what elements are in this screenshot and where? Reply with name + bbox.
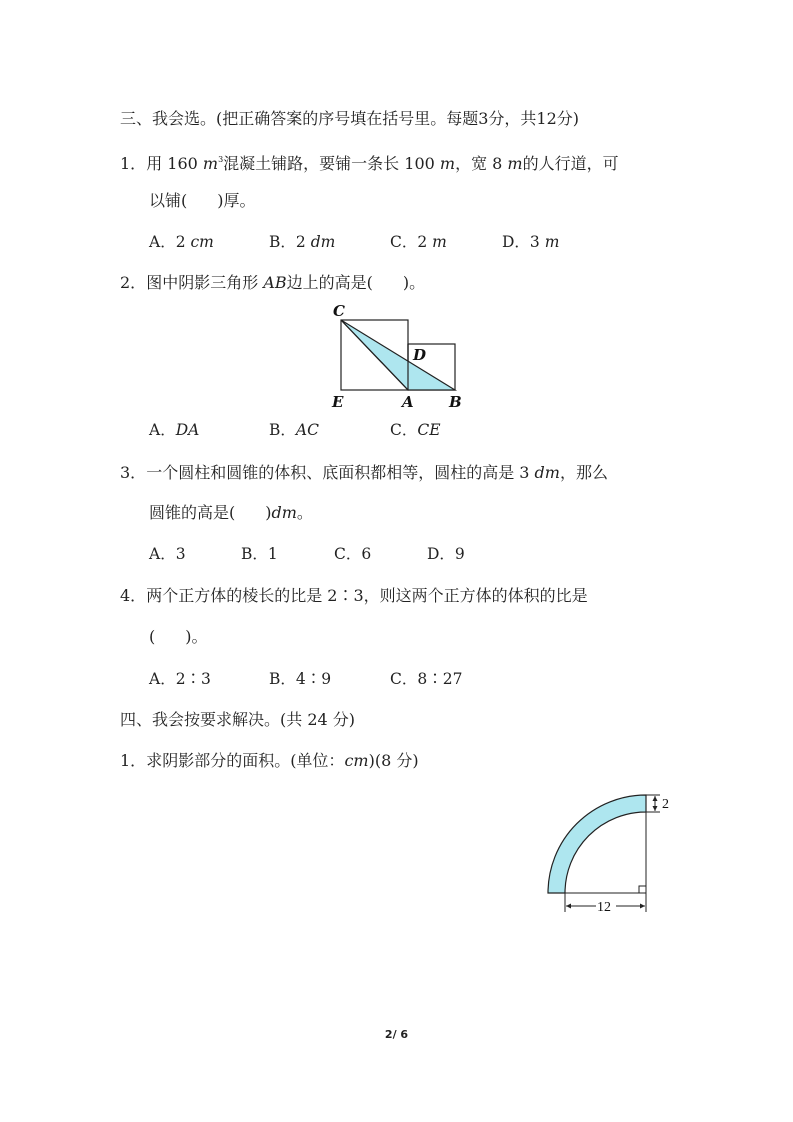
question-number: 4． (120, 586, 147, 605)
question-3-option-b[interactable]: B．1 (241, 545, 278, 563)
question-4-option-b[interactable]: B．4∶9 (269, 670, 332, 688)
question-2-line-1: 2．图中阴影三角形 AB边上的高是( )。 (120, 273, 426, 292)
shaded-quarter-ring (548, 795, 646, 893)
question-1-line-2: 以铺( )厚。 (149, 191, 256, 210)
question-1-option-c[interactable]: C．2 m (390, 233, 447, 251)
question-number: 3． (120, 463, 147, 482)
question-number: 1． (120, 751, 147, 770)
question-3-option-d[interactable]: D．9 (427, 545, 465, 563)
question-2-option-a[interactable]: A．DA (149, 421, 200, 439)
radius-arrowhead-left (566, 904, 571, 909)
page-number: 2/ 6 (384, 1028, 409, 1041)
question-number: 1． (120, 154, 147, 173)
point-label-a: A (402, 393, 414, 411)
question-4-option-c[interactable]: C．8∶27 (390, 670, 463, 688)
question-3-line-1: 3．一个圆柱和圆锥的体积、底面积都相等，圆柱的高是 3 dm，那么 (120, 463, 608, 482)
question-3-option-c[interactable]: C．6 (334, 545, 372, 563)
question-1-option-a[interactable]: A．2 cm (149, 233, 214, 251)
right-angle-mark (639, 886, 646, 893)
point-label-e: E (332, 393, 344, 411)
section-4-question-1: 1．求阴影部分的面积。(单位：cm)(8 分) (120, 751, 419, 770)
width-arrowhead-down (653, 806, 658, 811)
width-arrowhead-up (653, 796, 658, 801)
width-label: 2 (662, 797, 669, 812)
question-1-option-d[interactable]: D．3 m (502, 233, 560, 251)
question-2-option-b[interactable]: B．AC (269, 421, 319, 439)
question-4-option-a[interactable]: A．2∶3 (149, 670, 211, 688)
question-1-line-1: 1．用 160 $m^3$混凝土铺路，要铺一条长 100 m，宽 8 m的人行道，可 (120, 154, 619, 173)
point-label-b: B (449, 393, 462, 411)
radius-arrowhead-right (640, 904, 645, 909)
question-1-option-b[interactable]: B．2 dm (269, 233, 336, 251)
section-3-title: 三、我会选。(把正确答案的序号填在括号里。每题3分，共12分) (120, 109, 580, 128)
question-number: 2． (120, 273, 147, 292)
question-3-option-a[interactable]: A．3 (149, 545, 186, 563)
section-4-title: 四、我会按要求解决。(共 24 分) (120, 710, 356, 729)
question-4-line-1: 4．两个正方体的棱长的比是 2∶3，则这两个正方体的体积的比是 (120, 586, 588, 605)
point-label-d: D (413, 346, 427, 364)
radius-label: 12 (597, 900, 611, 915)
question-2-option-c[interactable]: C．CE (390, 421, 441, 439)
question-3-line-2: 圆锥的高是( )dm。 (149, 503, 313, 522)
question-4-line-2: ( )。 (149, 627, 208, 646)
point-label-c: C (333, 302, 345, 320)
